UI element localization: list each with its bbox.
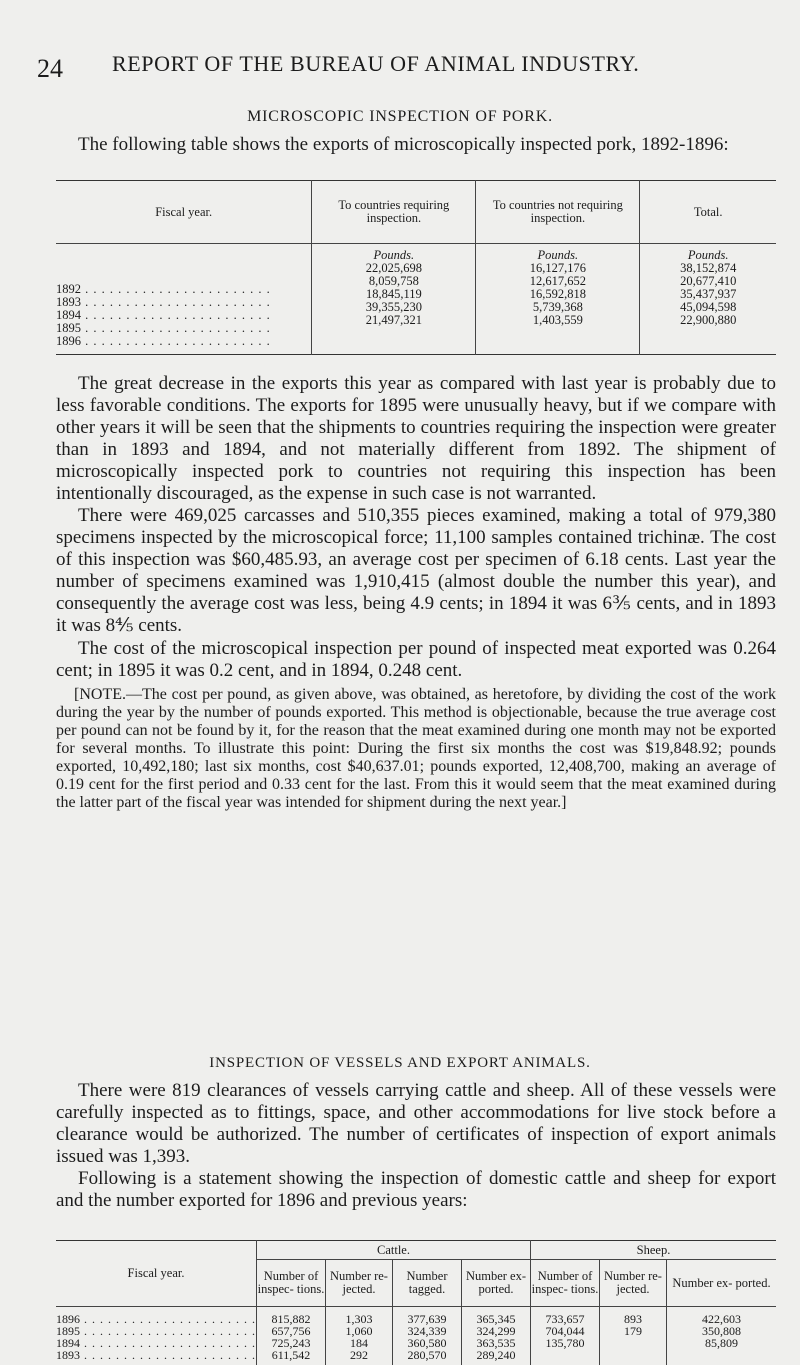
row-label: 1893 . . . . . . . . . . . . . . . . . . . . . . . <box>56 296 311 309</box>
paragraph: There were 819 clearances of vessels carrying cattle and sheep. All of these vessels were carefully inspected as to fittings, space, and other accommodations for live stock before a clearance would be authorized. The number of certificates of inspection of export animals issued was 1,393. <box>56 1080 776 1168</box>
cell: 1,403,559 <box>476 314 639 327</box>
row-label: 1895 . . . . . . . . . . . . . . . . . . . . . . <box>56 1325 256 1337</box>
row-label: 1894 . . . . . . . . . . . . . . . . . . . . . . . <box>56 309 311 322</box>
unit-label: Pounds. <box>640 249 776 262</box>
section-title: MICROSCOPIC INSPECTION OF PORK. <box>0 108 800 126</box>
col-sheep-inspections: Number of inspec- tions. <box>531 1260 600 1307</box>
col-cattle-rejected: Number re- jected. <box>326 1260 393 1307</box>
col-fiscal-year: Fiscal year. <box>56 1241 257 1307</box>
pork-exports-table <box>56 180 776 355</box>
cattle-sheep-table <box>56 1240 776 1365</box>
sheep-rejected-column <box>600 1307 667 1365</box>
cell <box>531 1349 599 1361</box>
group-cattle: Cattle. <box>257 1241 531 1260</box>
cell: 324,299 <box>462 1325 530 1337</box>
cattle-rejected-column <box>326 1307 393 1365</box>
cell: 733,657 <box>531 1313 599 1325</box>
row-label: 1895 . . . . . . . . . . . . . . . . . . . . . . . <box>56 322 311 335</box>
paragraph: Following is a statement showing the inspection of domestic cattle and sheep for export and the number exported for 1896 and previous years: <box>56 1168 776 1212</box>
group-sheep: Sheep. <box>531 1241 777 1260</box>
col-fiscal-year: Fiscal year. <box>56 181 312 244</box>
col-sheep-rejected: Number re- jected. <box>600 1260 667 1307</box>
cell: 350,808 <box>667 1325 776 1337</box>
total-column <box>640 244 776 355</box>
cell: 18,845,119 <box>312 288 475 301</box>
cell: 184 <box>326 1337 392 1349</box>
cattle-inspections-column <box>257 1307 326 1365</box>
cell: 657,756 <box>257 1325 325 1337</box>
cell: 1,303 <box>326 1313 392 1325</box>
col-cattle-exported: Number ex- ported. <box>462 1260 531 1307</box>
row-label: 1896 . . . . . . . . . . . . . . . . . . . . . . . <box>56 335 311 348</box>
year-column <box>56 1307 257 1365</box>
table-header-row <box>56 181 776 244</box>
page-number: 24 <box>37 54 63 84</box>
sheep-exported-column <box>667 1307 777 1365</box>
cell: 289,240 <box>462 1349 530 1361</box>
col-total: Total. <box>640 181 776 244</box>
table-row <box>56 244 776 355</box>
intro-text: The following table shows the exports of microscopically inspected pork, 1892-1896: <box>56 134 776 156</box>
row-label: 1896 . . . . . . . . . . . . . . . . . . . . . . <box>56 1313 256 1325</box>
not-requiring-column <box>476 244 640 355</box>
cell: 85,809 <box>667 1337 776 1349</box>
cell: 16,592,818 <box>476 288 639 301</box>
running-head: REPORT OF THE BUREAU OF ANIMAL INDUSTRY. <box>112 51 639 77</box>
cell: 360,580 <box>393 1337 461 1349</box>
unit-label: Pounds. <box>312 249 475 262</box>
cell: 725,243 <box>257 1337 325 1349</box>
row-label: 1892 . . . . . . . . . . . . . . . . . . . . . . . <box>56 283 311 296</box>
paragraph: The cost of the microscopical inspection per pound of inspected meat exported was 0.264 cent; in 1895 it was 0.2 cent, and in 1894, 0.248 cent. <box>56 638 776 682</box>
cell: 135,780 <box>531 1337 599 1349</box>
cell: 38,152,874 <box>640 262 776 275</box>
col-sheep-exported: Number ex- ported. <box>667 1260 777 1307</box>
cell: 16,127,176 <box>476 262 639 275</box>
cell: 35,437,937 <box>640 288 776 301</box>
section-subhead: INSPECTION OF VESSELS AND EXPORT ANIMALS. <box>0 1055 800 1072</box>
col-cattle-inspections: Number of inspec- tions. <box>257 1260 326 1307</box>
cattle-tagged-column <box>393 1307 462 1365</box>
paragraph: There were 469,025 carcasses and 510,355 pieces examined, making a total of 979,380 specimens inspected by the microscopical force; 11,100 samples contained trichinæ. The cost of this inspection was $60,485.93, an average cost per specimen of 6.18 cents. Last year the number of specimens examined was 1,910,415 (almost double the number this year), and consequently the average cost was less, being 4.9 cents; in 1894 it was 6⅗ cents, and in 1893 it was 8⅘ cents. <box>56 505 776 637</box>
unit-label: Pounds. <box>476 249 639 262</box>
requiring-column <box>312 244 476 355</box>
sheep-inspections-column <box>531 1307 600 1365</box>
cattle-exported-column <box>462 1307 531 1365</box>
row-label: 1893 . . . . . . . . . . . . . . . . . . . . . . <box>56 1349 256 1361</box>
cell: 22,900,880 <box>640 314 776 327</box>
cell: 365,345 <box>462 1313 530 1325</box>
cell: 179 <box>600 1325 666 1337</box>
cell: 12,617,652 <box>476 275 639 288</box>
cell: 22,025,698 <box>312 262 475 275</box>
cell: 815,882 <box>257 1313 325 1325</box>
col-requiring: To countries requiring inspection. <box>312 181 476 244</box>
cell: 377,639 <box>393 1313 461 1325</box>
cell: 39,355,230 <box>312 301 475 314</box>
cell: 363,535 <box>462 1337 530 1349</box>
col-cattle-tagged: Number tagged. <box>393 1260 462 1307</box>
cell: 324,339 <box>393 1325 461 1337</box>
cell: 292 <box>326 1349 392 1361</box>
cell: 21,497,321 <box>312 314 475 327</box>
year-column <box>56 244 312 355</box>
table-group-header-row <box>56 1241 776 1260</box>
cell: 45,094,598 <box>640 301 776 314</box>
cell: 893 <box>600 1313 666 1325</box>
cell: 20,677,410 <box>640 275 776 288</box>
table-row <box>56 1307 776 1365</box>
cell: 1,060 <box>326 1325 392 1337</box>
footnote: [NOTE.—The cost per pound, as given above, was obtained, as heretofore, by dividing the cost of the work during the year by the number of pounds exported. This method is objectionable, because the true average cost per pound can not be found by it, for the reason that the meat examined during one month may not be exported for several months. To illustrate this point: During the first six months the cost was $19,848.92; pounds exported, 10,492,180; last six months, cost $40,637.01; pounds exported, 12,408,700, making an average of 0.19 cent for the first period and 0.33 cent for the last. From this it would seem that the meat examined during the latter part of the fiscal year was intended for shipment during the next year.] <box>56 686 776 812</box>
row-label: 1894 . . . . . . . . . . . . . . . . . . . . . . <box>56 1337 256 1349</box>
cattle-sheep-table-wrapper <box>0 1238 800 1351</box>
cell: 704,044 <box>531 1325 599 1337</box>
paragraph: The great decrease in the exports this year as compared with last year is probably due to less favorable conditions. The exports for 1895 were unusually heavy, but if we compare with other years it will be seen that the shipments to countries requiring the inspection were greater than in 1893 and 1894, and not materially different from 1892. The shipment of microscopically inspected pork to countries not requiring this inspection has been intentionally discouraged, as the expense in such case is not warranted. <box>56 373 776 505</box>
cell: 5,739,368 <box>476 301 639 314</box>
col-not-requiring: To countries not requiring inspection. <box>476 181 640 244</box>
cell: 280,570 <box>393 1349 461 1361</box>
cell: 422,603 <box>667 1313 776 1325</box>
cell: 611,542 <box>257 1349 325 1361</box>
cell: 8,059,758 <box>312 275 475 288</box>
